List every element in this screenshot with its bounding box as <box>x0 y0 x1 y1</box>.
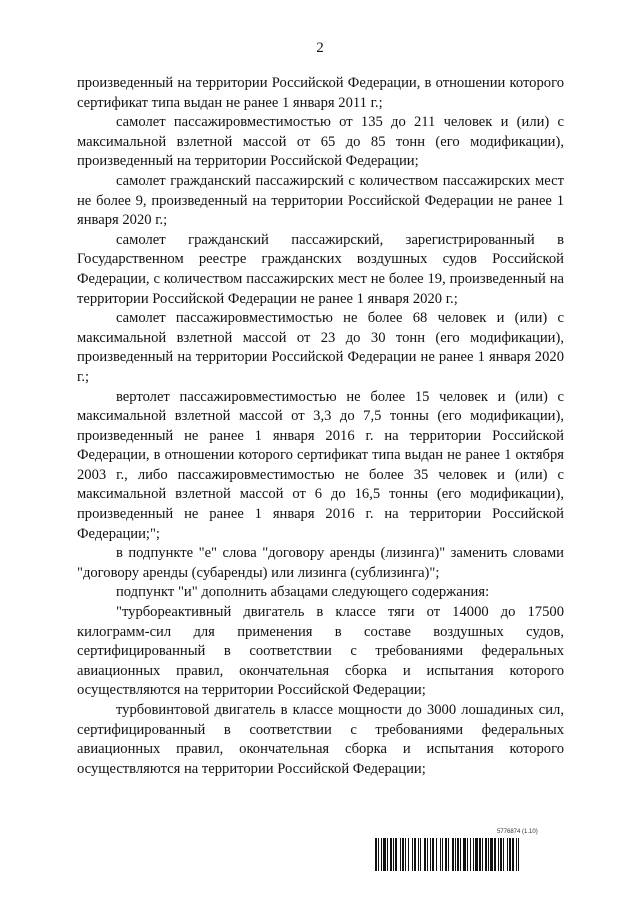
barcode-bar <box>442 838 443 871</box>
barcode-bar <box>488 838 489 871</box>
barcode-bar <box>457 838 459 871</box>
paragraph-10: турбовинтовой двигатель в классе мощности до 3000 лошадиных сил, сертифицированный в соответствии с требованиями федеральных авиационных правил, окончательная сборка и испытания которого осуществляются на территории Российской Федерации; <box>77 702 564 777</box>
barcode-image <box>375 838 567 871</box>
paragraph-5: самолет пассажировместимостью не более 68 человек и (или) с максимальной взлетной массой от 23 до 30 тонн (его модификации), произведенный на территории Российской Федерации не ранее 1 января 2020 г.; <box>77 310 564 385</box>
barcode-bar <box>516 838 517 871</box>
barcode-bar <box>455 838 456 871</box>
barcode-bar <box>412 838 413 871</box>
barcode-bar <box>473 838 474 871</box>
barcode-bar <box>430 838 431 871</box>
page-number: 2 <box>316 40 324 56</box>
barcode-bar <box>432 838 434 871</box>
barcode-bar <box>518 838 519 871</box>
paragraph-8: подпункт "и" дополнить абзацами следующего содержания: <box>116 584 490 601</box>
barcode-bar <box>490 838 493 871</box>
barcode-bar <box>375 838 377 871</box>
barcode-bar <box>440 838 441 871</box>
barcode-bar <box>482 838 483 871</box>
barcode-bar <box>509 838 511 871</box>
barcode-bar <box>498 838 499 871</box>
barcode-bar <box>467 838 468 871</box>
barcode-bar <box>452 838 454 871</box>
paragraph-4: самолет гражданский пассажирский, зарегистрированный в Государственном реестре гражданских воздушных судов Российской Федерации, с количеством пассажирских мест не более 19, произведенный на территории Российской Федерации не ранее 1 января 2020 г.; <box>77 231 564 307</box>
barcode-bar <box>408 838 409 871</box>
barcode-bar <box>395 838 397 871</box>
barcode-bar <box>414 838 416 871</box>
barcode-bar <box>445 838 447 871</box>
barcode-bar <box>400 838 401 871</box>
barcode-bar <box>424 838 426 871</box>
barcode-bar <box>427 838 428 871</box>
barcode-bar <box>405 838 406 871</box>
paragraph-7: в подпункте "е" слова "договору аренды (лизинга)" заменить словами "договору аренды (субаренды) или лизинга (сублизинга)"; <box>77 545 564 581</box>
barcode-bar <box>378 838 379 871</box>
barcode-bar <box>494 838 496 871</box>
document-body <box>77 74 564 779</box>
barcode-bar <box>418 838 419 871</box>
paragraph-2: самолет пассажировместимостью от 135 до 211 человек и (или) с максимальной взлетной массой от 65 до 85 тонн (его модификации), произведенный на территории Российской Федерации; <box>77 114 564 170</box>
barcode-bar <box>475 838 478 871</box>
barcode-bar <box>393 838 394 871</box>
barcode-bar <box>402 838 404 871</box>
paragraph-9: "турбореактивный двигатель в классе тяги от 14000 до 17500 килограмм-сил для применения в составе воздушных судов, сертифицированный в соответствии с требованиями федеральных авиационных правил, окончательная сборка и испытания которого осуществляются на территории Российской Федерации; <box>77 604 564 699</box>
paragraph-1: произведенный на территории Российской Федерации, в отношении которого сертификат типа выдан не ранее 1 января 2011 г.; <box>77 75 564 111</box>
barcode-bar <box>507 838 508 871</box>
paragraph-6: вертолет пассажировместимостью не более 15 человек и (или) с максимальной взлетной массой от 3,3 до 7,5 тонны (его модификации), произведенный не ранее 1 января 2016 г. на территории Российской Федерации, в отношении которого сертификат типа выдан не ранее 1 октября 2003 г., либо пассажировместимостью не более 35 человек и (или) с максимальной взлетной массой от 6 до 16,5 тонны (его модификации), произведенный не ранее 1 января 2016 г. на территории Российской Федерации;"; <box>77 388 564 542</box>
document-code: 5776874 (1.10) <box>497 829 538 835</box>
barcode-bar <box>420 838 421 871</box>
barcode-bar <box>448 838 449 871</box>
paragraph-3: самолет гражданский пассажирский с количеством пассажирских мест не более 9, произведенный на территории Российской Федерации не ранее 1 января 2020 г.; <box>77 172 564 229</box>
barcode-bar <box>512 838 514 871</box>
barcode-bar <box>463 838 466 871</box>
barcode-bar <box>500 838 502 871</box>
barcode-bar <box>470 838 471 871</box>
barcode-bar <box>436 838 437 871</box>
barcode-bar <box>390 838 392 871</box>
barcode-bar <box>503 838 504 871</box>
barcode-bar <box>383 838 386 871</box>
barcode-bar <box>460 838 461 871</box>
barcode-bar <box>479 838 481 871</box>
barcode-bar <box>381 838 382 871</box>
barcode-bar <box>485 838 487 871</box>
barcode-bar <box>387 838 388 871</box>
